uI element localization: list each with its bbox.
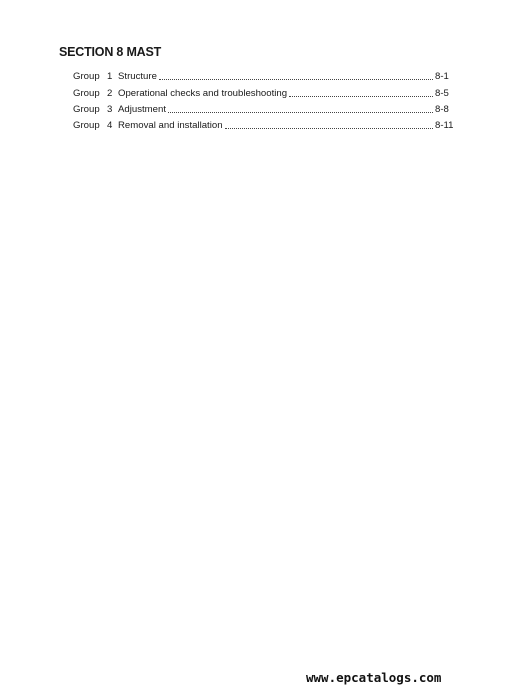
toc-row — [73, 115, 457, 131]
toc-page-number: 8-1 — [435, 71, 449, 83]
toc-row — [73, 82, 457, 98]
toc-dot-leader — [225, 128, 433, 129]
toc-group-label: Group — [73, 71, 100, 83]
toc-dot-leader — [289, 96, 433, 97]
toc-entry-title: Operational checks and troubleshooting — [118, 87, 288, 99]
toc-group-number: 3 — [107, 103, 113, 115]
toc-group-label: Group — [73, 103, 100, 115]
toc-entry-title: Adjustment — [118, 103, 166, 115]
toc-page-number: 8-11 — [435, 120, 454, 132]
table-of-contents — [73, 66, 457, 131]
toc-row — [73, 66, 457, 82]
toc-dot-leader — [168, 112, 433, 113]
toc-dot-leader — [159, 79, 433, 80]
toc-entry-title: Removal and installation — [118, 120, 223, 132]
toc-group-number: 1 — [107, 71, 113, 83]
watermark-url: www.epcatalogs.com — [306, 670, 442, 685]
toc-page-number: 8-8 — [435, 103, 449, 115]
toc-group-number: 4 — [107, 120, 113, 132]
toc-page-number: 8-5 — [435, 87, 449, 99]
section-title: SECTION 8 MAST — [59, 45, 162, 59]
toc-row — [73, 99, 457, 115]
toc-group-label: Group — [73, 120, 100, 132]
toc-entry-title: Structure — [118, 71, 157, 83]
toc-group-number: 2 — [107, 87, 113, 99]
toc-group-label: Group — [73, 87, 100, 99]
